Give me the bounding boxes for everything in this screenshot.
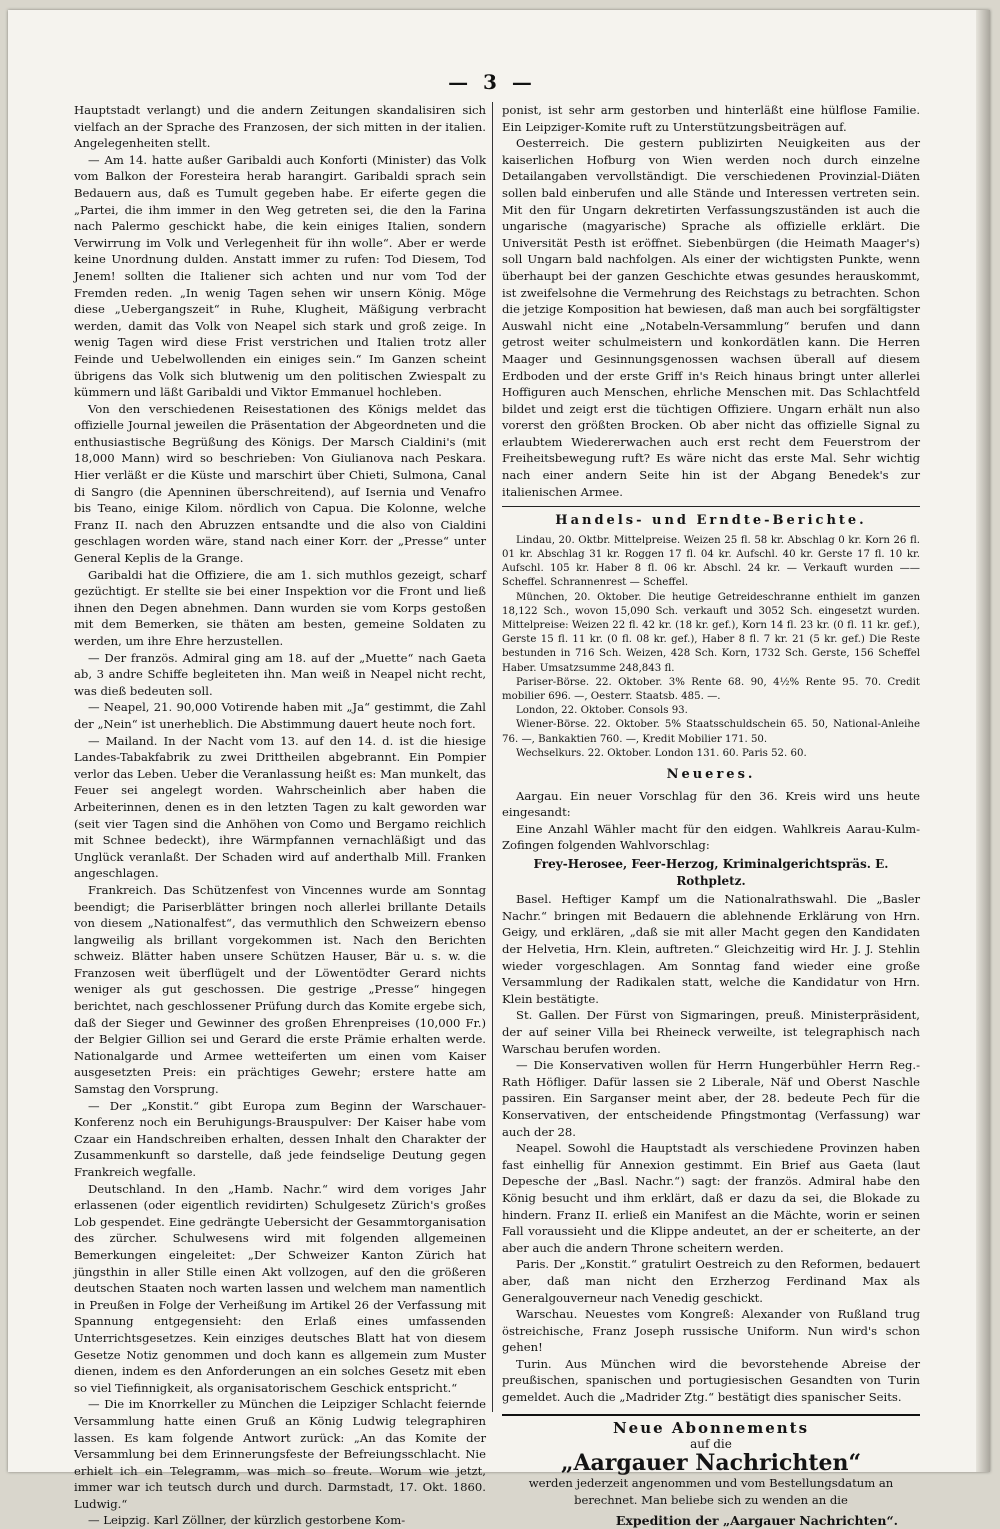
trade-reports-heading: Handels- und Erndte-Berichte.	[555, 513, 867, 529]
market-report-paris: Pariser-Börse. 22. Oktober. 3% Rente 68. 90, 4½% Rente 95. 70. Credit mobilier 696. —, Oesterr. Staatsb. 485. —.	[502, 676, 920, 703]
subscription-advertisement	[502, 1414, 920, 1529]
article-st-gallen: St. Gallen. Der Fürst von Sigmaringen, preuß. Ministerpräsident, der auf seiner Villa bei Rheineck verweilte, ist telegraphisch nach Warschau berufen worden.	[502, 1008, 920, 1056]
article-aargau: Aargau. Ein neuer Vorschlag für den 36. Kreis wird uns heute eingesandt:	[502, 788, 920, 820]
ad-newspaper-title: „Aargauer Nachrichten“	[560, 1449, 862, 1476]
article-paragraph: Von den verschiedenen Reisestationen des Königs meldet das offizielle Journal jeweilen die Präsentation der Abgeordneten und die enthusiastische Begrüßung des Königs. Der Marsch Cialdini's (mit 18,000 Mann) wird so beschrieben: Von Giulianova nach Peskara. Hier verläßt er die Küste und marschirt über Chieti, Sulmona, Canal di Sangro (die Apenninen überschreitend), auf Isernia und Venafro bis Teano, einige Kilom. nördlich von Capua. Die Kolonne, welche Franz II. nach den Abruzzen entsandte und die also von Cialdini geschlagen worden wäre, stand nach einer Korr. der „Presse“ unter General Keplis de la Grange.	[74, 401, 486, 566]
market-report-wechsel: Wechselkurs. 22. Oktober. London 131. 60. Paris 52. 60.	[516, 747, 807, 759]
article-paragraph: Garibaldi hat die Offiziere, die am 1. sich muthlos gezeigt, scharf gezüchtigt. Er stellte sie bei einer Inspektion vor die Front und ließ ihnen den Degen abnehmen. Dann wurden sie vom Korps gestoßen mit dem Bemerken, sie thäten am besten, gemeine Soldaten zu werden, um ihre Ehre herzustellen.	[74, 567, 486, 648]
article-basel: Basel. Heftiger Kampf um die Nationalrathswahl. Die „Basler Nachr.“ bringen mit Bedauern die ablehnende Erklärung von Hrn. Geigy, und erklären, „daß sie mit aller Macht gegen den Kandidaten der Helvetia, Hrn. Klein, auftreten.“ Gleichzeitig wird Hr. J. J. Stehlin wieder vorgeschlagen. Am Sonntag fand wieder eine große Versammlung der Radikalen statt, welche die Kandidatur von Hrn. Klein bestätigte.	[502, 892, 920, 1006]
ad-text: werden jederzeit angenommen und vom Bestellungsdatum an berechnet. Man beliebe sich zu wenden an die	[528, 1476, 894, 1508]
newspaper-page	[8, 10, 990, 1528]
market-report-lindau: Lindau, 20. Oktbr. Mittelpreise. Weizen 25 fl. 58 kr. Abschlag 0 kr. Korn 26 fl. 01 kr. Abschlag 31 kr. Roggen 17 fl. 04 kr. Aufschl. 40 kr. Gerste 17 fl. 10 kr. Aufschl. 105 kr. Haber 8 fl. 06 kr. Abschl. 24 kr. — Verkauft wurden —— Scheffel. Schrannenrest — Scheffel.	[502, 534, 920, 589]
article-oesterreich: Oesterreich. Die gestern publizirten Neuigkeiten aus der kaiserlichen Hofburg von Wien werden noch durch einzelne Detailangaben vervollständigt. Die verschiedenen Provinzial-Diäten sollen bald einberufen und alle Stände und Interessen vertreten sein. Mit den für Ungarn dekretirten Verfassungszuständen ist auch die ungarische (magyarische) Sprache als offizielle erklärt. Die Universität Pesth ist eröffnet. Siebenbürgen (die Heimath Maager's) soll Ungarn bald nachfolgen. Als einer der wichtigsten Punkte, wenn überhaupt bei der ganzen Geschichte etwas gesundes herauskommt, ist zweifelsohne die Vermehrung des Reichstags zu betrachten. Schon die jetzige Komposition hat bewiesen, daß man auch bei sorgfältigster Auswahl nicht eine „Notabeln-Versammlung“ berufen und dann getrost weiter schulmeistern und konkordätlen kann. Die Herren Maager und Gesinnungsgenossen wachsen überall auf diesem Erdboden und der erste Griff in's Reich hinaus bringt unter allerlei Hoffiguren auch Menschen, ehrliche Menschen mit. Das Schlachtfeld bildet und zeigt erst die tüchtigen Offiziere. Ungarn erhält nun also vorerst den größten Brocken. Ob aber nicht das offizielle Signal zu erlaubtem Wiedererwachen auch erst recht dem Feuerstrom der Freiheitsbewegung ruft? Es wäre nicht das erste Mal. Sehr wichtig nach einer andern Seite hin ist der Abgang Benedek's zur italienischen Armee.	[502, 136, 920, 499]
article-deutschland: Deutschland. In den „Hamb. Nachr.“ wird dem voriges Jahr erlassenen (oder eigentlich revidirten) Schulgesetz Zürich's großes Lob gespendet. Eine gedrängte Uebersicht der Gesammtorganisation des zürcher. Schulwesens wird mit folgenden allgemeinen Bemerkungen eingeleitet: „Der Schweizer Kanton Zürich hat jüngsthin in aller Stille einen Akt vollzogen, auf den die größeren deutschen Staaten noch warten lassen und welchem man namentlich in Preußen in Folge der Verheißung im Artikel 26 der Verfassung mit Spannung entgegensieht: den Erlaß eines umfassenden Unterrichtsgesetzes. Kein einziges deutsches Blatt hat von diesem Gesetze Notiz genommen und doch kann es allgemein zum Muster dienen, indem es den Anforderungen an ein solches Gesetz mit eben so viel Tiefinnigkeit, als organisatorischem Geschick entspricht.“	[74, 1181, 486, 1395]
article-paragraph: — Die im Knorrkeller zu München die Leipziger Schlacht feiernde Versammlung hatte einen Gruß an König Ludwig telegraphiren lassen. Es kam folgende Antwort zurück: „An das Komite der Versammlung bei dem Erinnerungsfeste der Befreiungsschlacht. Nie erhielt ich ein Telegramm, was mich so freute. Worum wie jetzt, immer war ich teutsch durch und durch. Darmstadt, 17. Okt. 1860. Ludwig.“	[74, 1397, 486, 1511]
ad-subheading: auf die	[690, 1437, 732, 1452]
ad-heading: Neue Abonnements	[612, 1418, 810, 1437]
article-paragraph: — Neapel, 21. 90,000 Votirende haben mit „Ja“ gestimmt, die Zahl der „Nein“ ist unerheblich. Die Abstimmung dauert heute noch fort.	[74, 700, 486, 731]
left-column	[74, 102, 486, 1529]
article-paragraph: — Leipzig. Karl Zöllner, der kürzlich gestorbene Kom-	[88, 1513, 406, 1528]
article-paragraph: — Am 14. hatte außer Garibaldi auch Konforti (Minister) das Volk vom Balkon der Foresteira herab harangirt. Garibaldi sprach sein Bedauern aus, daß es Tumult gegeben habe. Er eiferte gegen die „Partei, die ihm immer in den Weg getreten sei, die den la Farina nach Palermo geschickt habe, die kein einiges Italien, sondern Verwirrung im Volk und Verlegenheit für ihn wolle“. Aber er werde keine Unordnung dulden. Anstatt immer zu rufen: Tod Diesem, Tod Jenem! sollten die Italiener sich achten und nur vom Tod der Fremden reden. „In wenig Tagen sehen wir unsern König. Möge diese „Uebergangszeit“ in Ruhe, Klugheit, Mäßigung verbracht werden, damit das Volk von Neapel sich stark und groß zeige. In wenig Tagen wird diese Frist verstrichen und Italien trotz aller Feinde und Uebelwollenden ein einiges sein.“ Im Ganzen scheint übrigens das Volk sich blutwenig um den politischen Zwiespalt zu kümmern und läßt Garibaldi und Viktor Emmanuel hochleben.	[74, 152, 486, 400]
article-paragraph: — Der französ. Admiral ging am 18. auf der „Muette“ nach Gaeta ab, 3 andre Schiffe begleiteten ihn. Man weiß in Neapel nicht recht, was dieß bedeuten soll.	[74, 650, 486, 698]
article-paragraph: ponist, ist sehr arm gestorben und hinterläßt eine hülflose Familie. Ein Leipziger-Komite ruft zu Unterstützungsbeiträgen auf.	[502, 103, 920, 134]
article-paragraph: — Die Konservativen wollen für Herrn Hungerbühler Herrn Reg.-Rath Höfliger. Dafür lassen sie 2 Liberale, Näf und Oberst Naschle passiren. Ein Sarganser meint aber, der 28. bedeute Pech für die Konservativen, der entscheidende Pfingstmontag (Verfassung) war auch der 28.	[502, 1058, 920, 1139]
article-neapel: Neapel. Sowohl die Hauptstadt als verschiedene Provinzen haben fast einhellig für Annexion gestimmt. Ein Brief aus Gaeta (laut Depesche der „Basl. Nachr.“) sagt: der französ. Admiral habe den König besucht und ihm erklärt, daß er dazu da sei, die Blokade zu hindern. Franz II. erließ ein Manifest an die Mächte, worin er seinen Fall voraussieht und die Klippe andeutet, an der er scheiterte, an der aber auch die andern Throne scheitern werden.	[502, 1141, 920, 1255]
page-number: — 3 —	[448, 70, 536, 94]
news-heading: Neueres.	[666, 767, 756, 783]
page-edge-shadow	[976, 10, 990, 1472]
market-report-wien: Wiener-Börse. 22. Oktober. 5% Staatsschuldschein 65. 50, National-Anleihe 76. —, Bankaktien 760. —, Kredit Mobilier 171. 50.	[502, 719, 920, 745]
article-paragraph: Eine Anzahl Wähler macht für den eidgen. Wahlkreis Aarau-Kulm-Zofingen folgenden Wahlvorschlag:	[502, 821, 920, 853]
market-report-london: London, 22. Oktober. Consols 93.	[516, 705, 688, 717]
article-paragraph: — Der „Konstit.“ gibt Europa zum Beginn der Warschauer-Konferenz noch ein Beruhigungs-Brauspulver: Der Kaiser habe vom Czaar ein Handschreiben erhalten, dessen Inhalt den Charakter der Zusammenkunft so darstelle, daß jede feindselige Deutung gegen Frankreich wegfalle.	[74, 1098, 486, 1179]
right-column	[502, 102, 920, 1529]
ad-signature: Expedition der „Aargauer Nachrichten“.	[615, 1512, 898, 1528]
article-paragraph: — Mailand. In der Nacht vom 13. auf den 14. d. ist die hiesige Landes-Tabakfabrik zu zwei Drittheilen abgebrannt. Ein Pompier verlor das Leben. Ueber die Veranlassung heißt es: Man munkelt, das Feuer sei angelegt worden. Wahrscheinlich aber haben die Arbeiterinnen, denen es in den letzten Tagen zu kalt geworden war (seit vier Tagen sind die Anhöhen von Como und Bergamo reichlich mit Schnee bedeckt), ihre Wärmpfannen vernachläßigt und das Unglück veranlaßt. Der Schaden wird auf anderthalb Mill. Franken angeschlagen.	[74, 733, 486, 881]
article-warschau: Warschau. Neuestes vom Kongreß: Alexander von Rußland trug östreichische, Franz Joseph russische Uniform. Nun wird's schon gehen!	[502, 1307, 920, 1355]
article-frankreich: Frankreich. Das Schützenfest von Vincennes wurde am Sonntag beendigt; die Pariserblätter bringen noch allerlei brillante Details von diesem „Nationalfest“, das vermuthlich den Schweizern ebenso langweilig als brillant vorgekommen ist. Nach den Berichten schweiz. Blätter haben unsere Schützen Hauser, Bär u. s. w. die Franzosen weit überflügelt und der Löwentödter Gerard nichts weniger als gut geschossen. Die gestrige „Presse“ hingegen berichtet, nach geschlossener Prüfung durch das Komite ergebe sich, daß der Sieger und Gewinner des großen Ehrenpreises (10,000 Fr.) der Belgier Gillion sei und Gerard die erste Prämie erhalten werde. Nationalgarde und Armee wetteiferten um einen vom Kaiser ausgesetzten Preis: ein prächtiges Gewehr; erstere hatte am Samstag den Vorsprung.	[74, 882, 486, 1097]
market-report-muenchen: München, 20. Oktober. Die heutige Getreideschranne enthielt im ganzen 18,122 Sch., wovon 15,090 Sch. verkauft und 3052 Sch. eingesetzt wurden. Mittelpreise: Weizen 22 fl. 42 kr. (18 kr. gef.), Korn 14 fl. 23 kr. (0 fl. 11 kr. gef.), Gerste 15 fl. 11 kr. (0 fl. 08 kr. gef.), Haber 8 fl. 7 kr. 21 (5 kr. gef.) Die Reste bestunden in 716 Sch. Weizen, 428 Sch. Korn, 1732 Sch. Gerste, 156 Scheffel Haber. Umsatzsumme 248,843 fl.	[502, 591, 920, 674]
section-separator	[502, 506, 920, 507]
article-turin: Turin. Aus München wird die bevorstehende Abreise der preußischen, spanischen und portugiesischen Gesandten von Turin gemeldet. Auch die „Madrider Ztg.“ bestätigt dies spanischer Seits.	[502, 1356, 920, 1405]
article-paragraph: Hauptstadt verlangt) und die andern Zeitungen skandalisiren sich vielfach an der Sprache des Franzosen, der sich mitten in der italien. Angelegenheiten stellt.	[74, 103, 486, 151]
column-divider	[492, 102, 493, 1412]
candidate-list: Frey-Herosee, Feer-Herzog, Kriminalgerichtspräs. E. Rothpletz.	[533, 857, 889, 888]
article-paris: Paris. Der „Konstit.“ gratulirt Oestreich zu den Reformen, bedauert aber, daß man nicht den Erzherzog Ferdinand Max als Generalgouverneur nach Venedig geschickt.	[502, 1257, 920, 1305]
